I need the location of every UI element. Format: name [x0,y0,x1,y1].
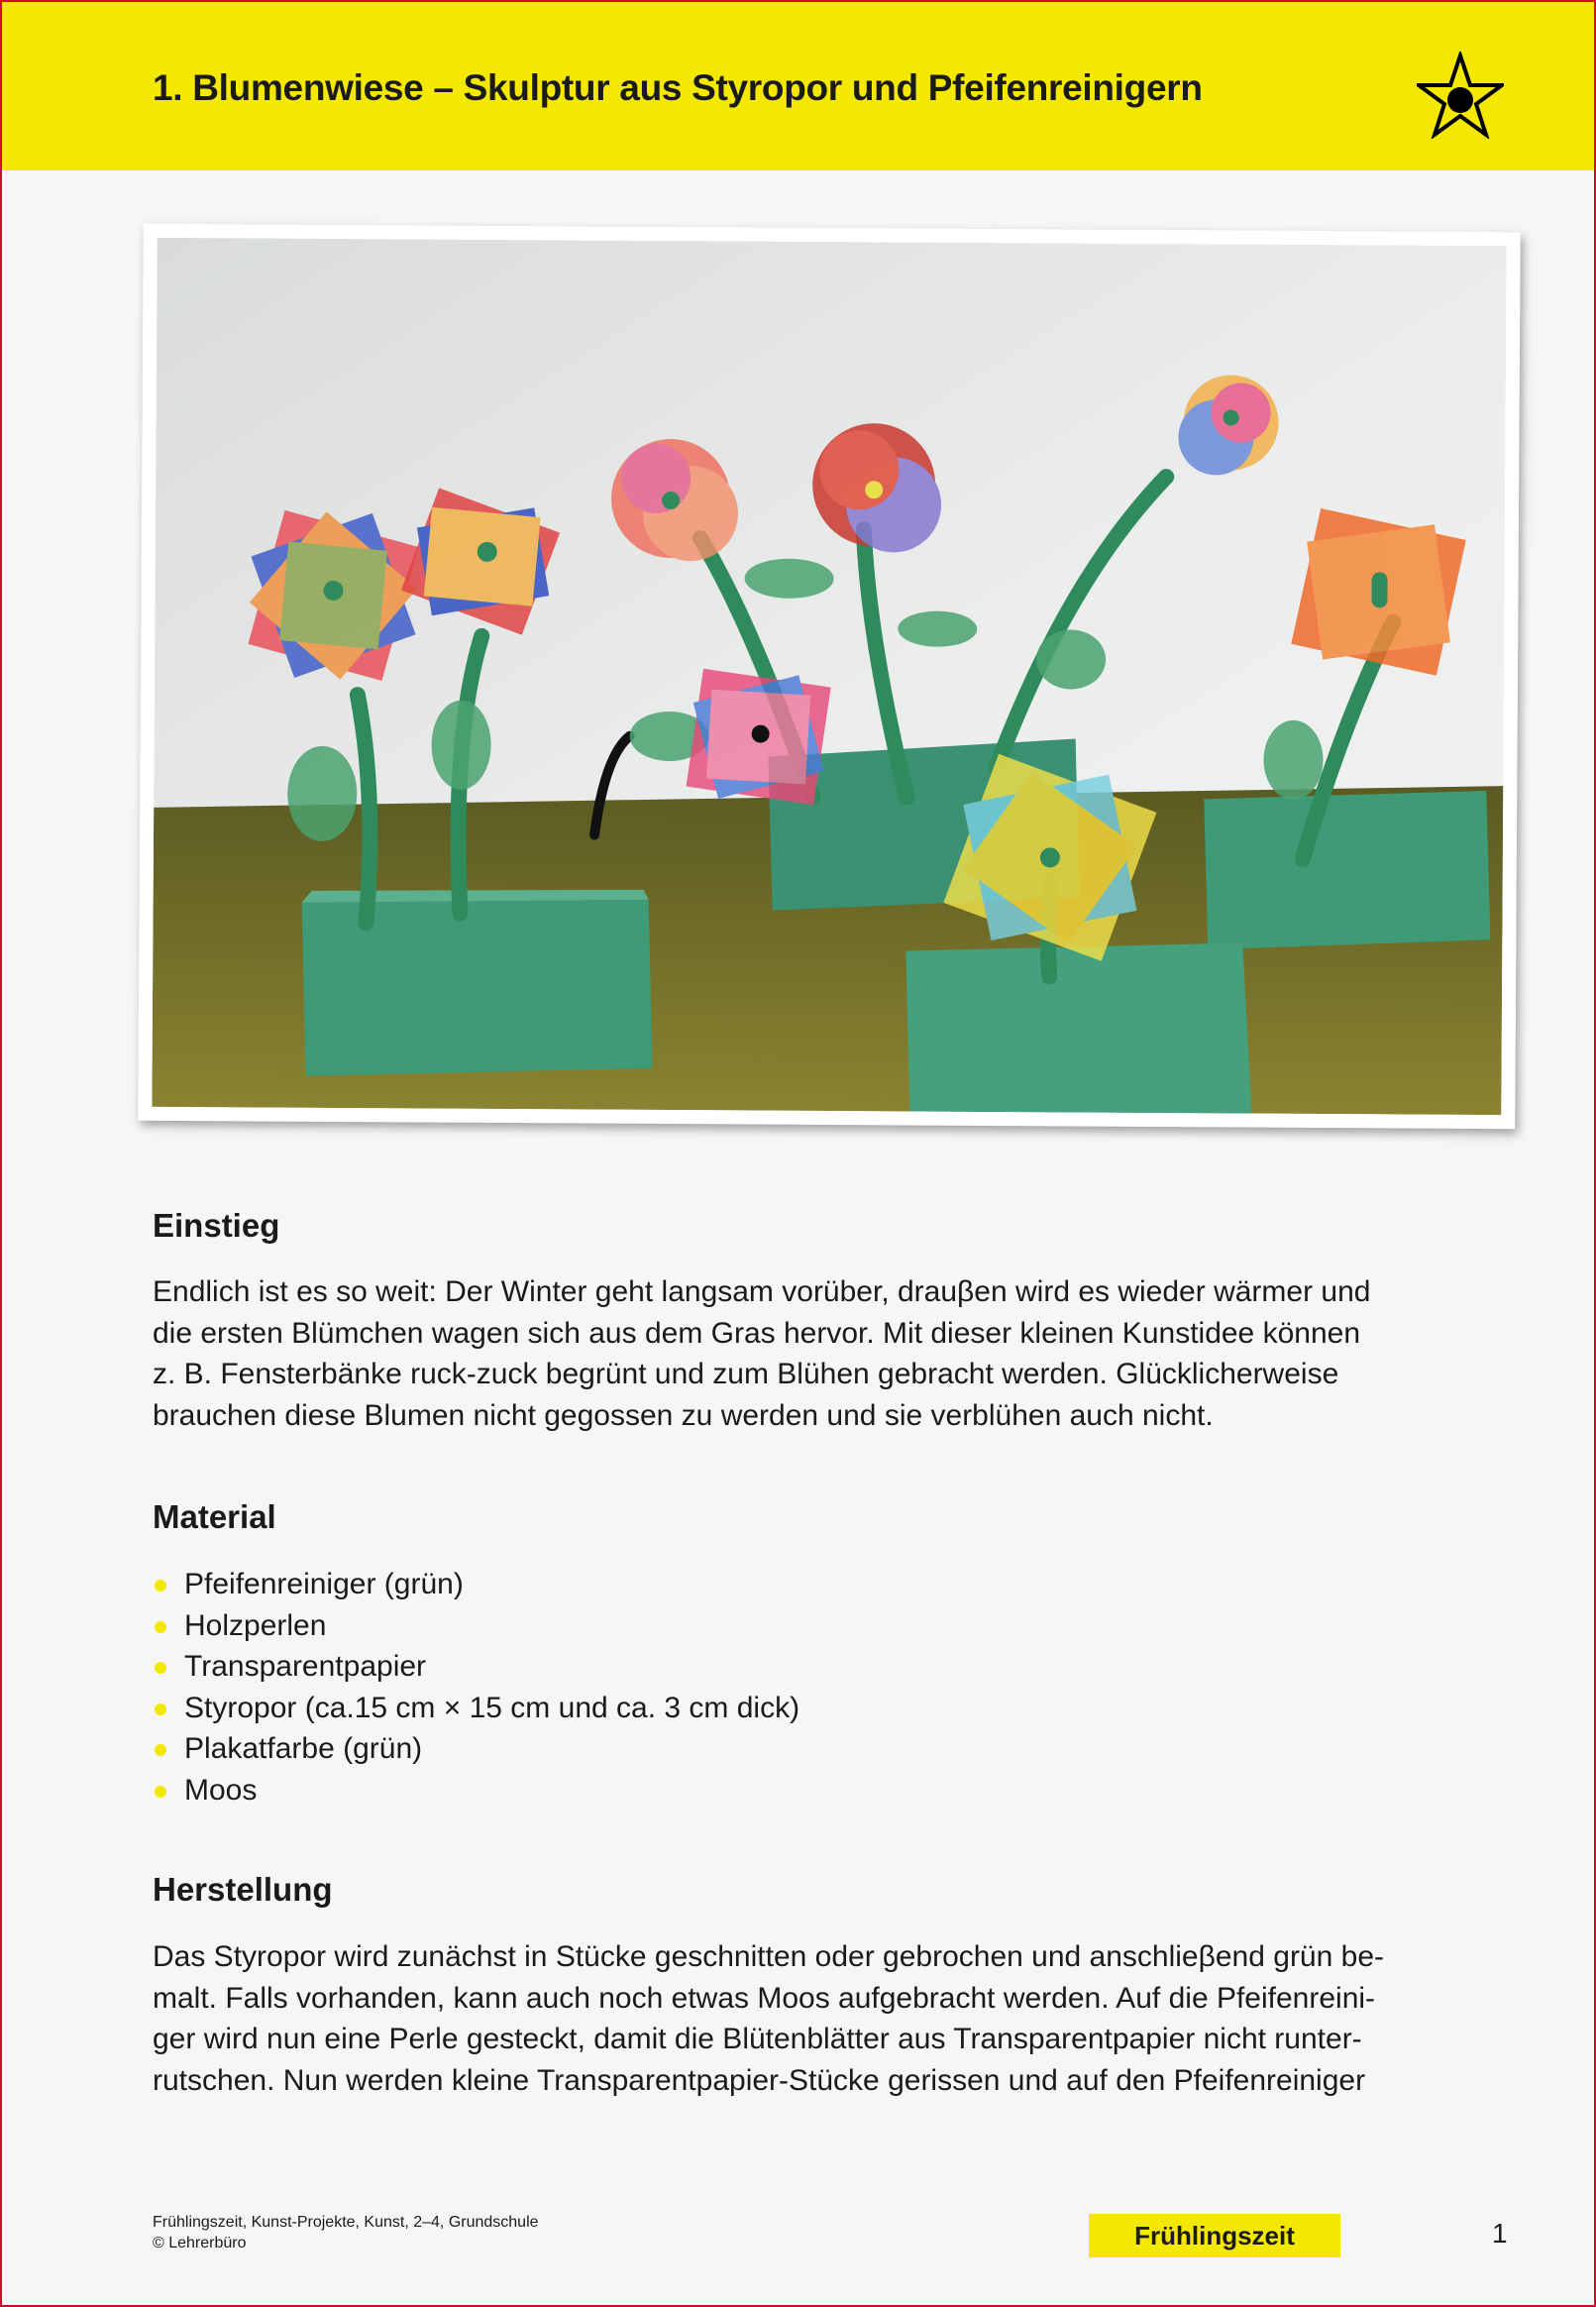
star-icon [1417,52,1504,139]
list-item: Transparentpapier [153,1646,799,1688]
page-number: 1 [1492,2218,1508,2249]
list-item: Holzperlen [153,1605,799,1647]
bullet-icon [155,1703,166,1715]
section-heading-herstellung: Herstellung [153,1871,333,1908]
text-line: brauchen diese Blumen nicht gegossen zu werden und sie verblühen auch nicht. [153,1398,1214,1432]
footer-badge: Frühlingszeit [1089,2214,1340,2257]
footer-info [153,2212,539,2253]
material-list [153,1564,799,1811]
text-line: Endlich ist es so weit: Der Winter geht langsam vorüber, drauβen wird es wieder wärmer und [153,1275,1371,1308]
list-item: Plakatfarbe (grün) [153,1728,799,1770]
bullet-icon [155,1580,166,1592]
header-bar [2,2,1594,170]
text-line: z. B. Fensterbänke ruck-zuck begrünt und zum Blühen gebracht werden. Glücklicherweise [153,1358,1339,1390]
footer-copyright: © Lehrerbüro [153,2235,247,2252]
flower-sculpture-photo [152,238,1506,1115]
section-heading-material: Material [153,1498,276,1535]
bullet-icon [155,1621,166,1633]
list-item: Pfeifenreiniger (grün) [153,1564,799,1605]
text-line: die ersten Blümchen wagen sich aus dem Gras hervor. Mit dieser kleinen Kunstidee können [153,1316,1360,1350]
list-item: Styropor (ca.15 cm × 15 cm und ca. 3 cm dick) [153,1688,799,1729]
bullet-icon [155,1786,166,1798]
bullet-icon [155,1744,166,1756]
text-line: Das Styropor wird zunächst in Stücke geschnitten oder gebrochen und anschlieβend grün be- [153,1940,1384,1973]
section-heading-einstieg: Einstieg [153,1207,280,1244]
herstellung-paragraph [153,1936,1500,2101]
text-line: rutschen. Nun werden kleine Transparentpapier-Stücke gerissen und auf den Pfeifenreiniger [153,2063,1366,2097]
text-line: malt. Falls vorhanden, kann auch noch etwas Moos aufgebracht werden. Auf die Pfeifenreini- [153,1981,1376,2015]
text-line: ger wird nun eine Perle gesteckt, damit die Blütenblätter aus Transparentpapier nicht runter- [153,2023,1362,2055]
footer-series: Frühlingszeit, Kunst-Projekte, Kunst, 2–4, Grundschule [153,2214,539,2231]
bullet-icon [155,1662,166,1674]
page-title: 1. Blumenwiese – Skulptur aus Styropor und Pfeifenreinigern [153,67,1203,108]
craft-photo [138,224,1521,1129]
list-item: Moos [153,1770,799,1812]
einstieg-paragraph [153,1271,1500,1436]
